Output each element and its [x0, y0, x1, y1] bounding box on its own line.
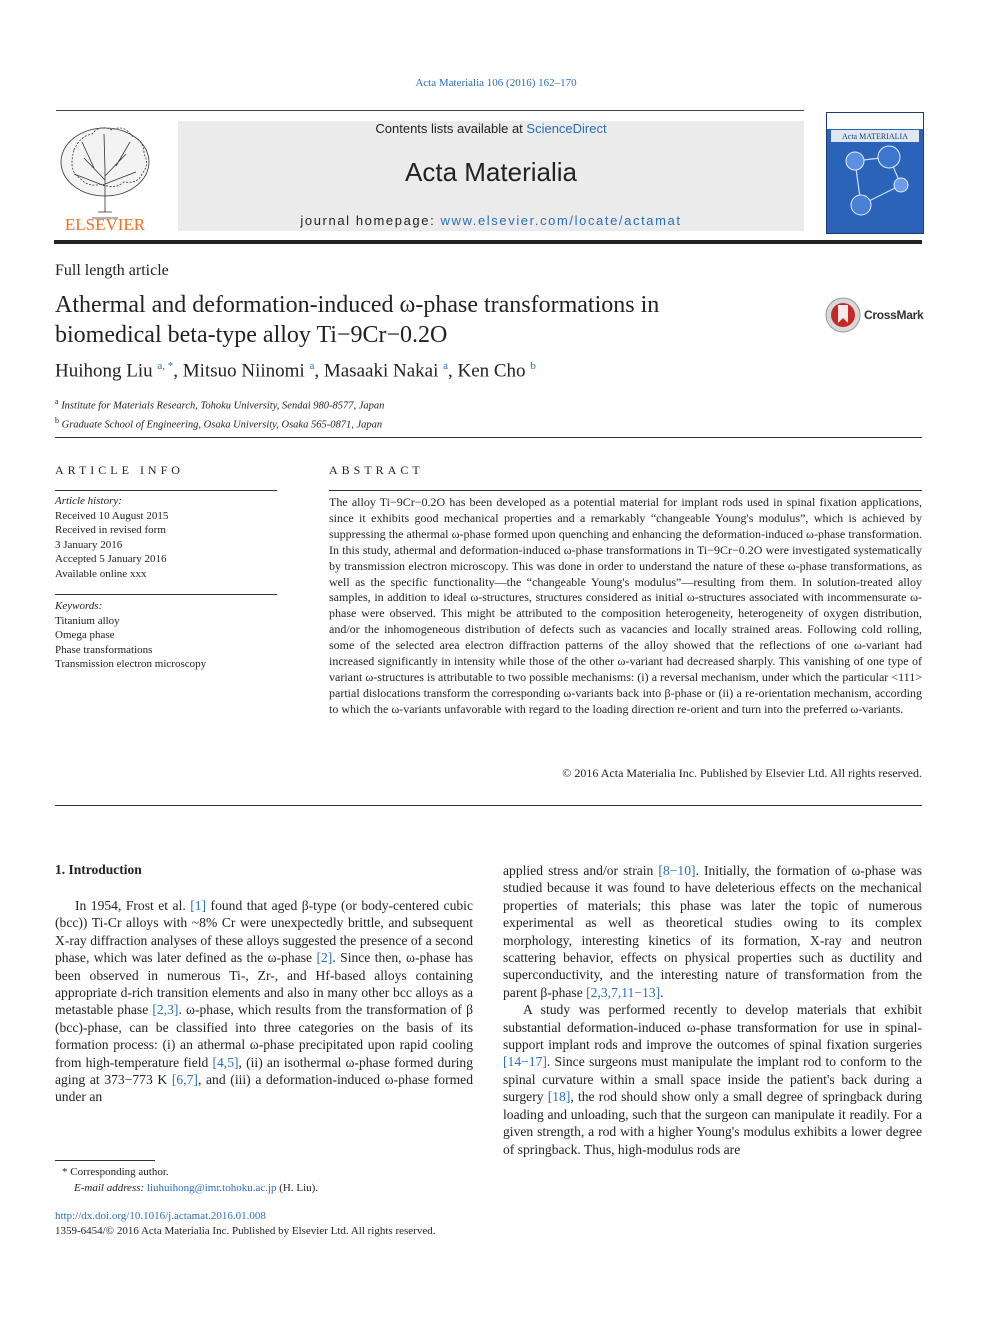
- section-divider: [55, 437, 922, 438]
- citation-link[interactable]: [2,3,7,11−13]: [586, 984, 661, 1000]
- contents-prefix: Contents lists available at: [375, 121, 527, 136]
- author-affiliation-marker[interactable]: a, *: [157, 360, 174, 372]
- citation-link[interactable]: [6,7]: [171, 1072, 198, 1088]
- crossmark-badge[interactable]: [824, 296, 924, 336]
- history-item: Received 10 August 2015: [55, 509, 169, 522]
- article-type: Full length article: [55, 262, 169, 279]
- title-line-1: Athermal and deformation-induced ω-phase transformations in: [55, 292, 660, 318]
- keyword-item: Transmission electron microscopy: [55, 658, 207, 670]
- affiliation-item: $^a$ Institute for Materials Research, Tohoku University, Sendai 980-8577, Japan: [55, 397, 385, 412]
- footnote-divider: [55, 1160, 155, 1161]
- author-affiliation-marker[interactable]: b: [530, 360, 536, 372]
- history-item: 3 January 2016: [55, 538, 123, 551]
- author-name[interactable]: Masaaki Nakai: [323, 360, 439, 382]
- doi-link[interactable]: [55, 1210, 266, 1222]
- intro-paragraph: applied stress and/or strain [8−10]. Initially, the formation of ω-phase was studied because it was found to have deleterious effects on the mechanical properties of materials; this phase was later the topic of numerous experimental as well as theoretical studies owing to its complex morphology, interesting kinetics of its formation, X-ray and neutron scattering behavior, effects on physical properties such as ductility and superconductivity, and the interesting nature of transformation from the parent β-phase [2,3,7,11−13].: [503, 863, 922, 1000]
- intro-paragraph: In 1954, Frost et al. [1] found that aged β-type (or body-centered cubic (bcc)) Ti-Cr alloys with ~8% Cr were unexpectedly brittle, and subsequent X-ray diffraction analyses of these alloys suggested the presence of a second phase, which was later defined as the ω-phase [2]. Since then, ω-phase has been observed in numerous Ti-, Zr-, and Hf-based alloys containing appropriate d-rich transition elements and also in many other bcc alloys as a metastable phase [2,3]. ω-phase, which results from the transformation of β (bcc)-phase, can be classified into three categories on the basis of its formation process: (i) an athermal ω-phase precipitated upon rapid cooling from high-temperature field [4,5], (ii) an isothermal ω-phase formed during aging at 373−773 K [6,7], and (iii) a deformation-induced ω-phase formed under an: [55, 898, 473, 1105]
- citation-link[interactable]: [14−17]: [503, 1054, 547, 1070]
- article-info-heading: ARTICLE INFO: [55, 463, 184, 477]
- affiliation-item: $^b$ Graduate School of Engineering, Osaka University, Osaka 565-0871, Japan: [55, 415, 383, 430]
- corresponding-author-note: * Corresponding author.: [62, 1166, 169, 1178]
- footnote: [62, 1165, 318, 1196]
- cover-illustration: [827, 113, 923, 233]
- elsevier-logo: [54, 120, 156, 234]
- contents-available-line: [178, 121, 804, 137]
- abstract-divider: [329, 490, 922, 491]
- homepage-prefix: journal homepage:: [300, 213, 441, 228]
- journal-name[interactable]: Acta Materialia: [405, 157, 577, 187]
- citation-link[interactable]: [2,3]: [152, 1002, 179, 1018]
- journal-cover-image[interactable]: [826, 112, 924, 234]
- history-item: Accepted 5 January 2016: [55, 553, 167, 565]
- email-line: [62, 1181, 318, 1197]
- keyword-item: Phase transformations: [55, 643, 153, 656]
- email-suffix: (H. Liu).: [276, 1181, 319, 1194]
- journal-citation[interactable]: Acta Materialia 106 (2016) 162–170: [415, 77, 577, 89]
- journal-header-box: [178, 121, 804, 231]
- keyword-item: Titanium alloy: [55, 614, 120, 627]
- email-link[interactable]: liuhuihong@imr.tohoku.ac.jp: [146, 1181, 277, 1194]
- author-list: Huihong Liu $^{a, *}$, Mitsuo Niinomi $^a$, Masaaki Nakai $^a$, Ken Cho $^b$: [55, 360, 536, 382]
- svg-text:Acta MATERIALIA: Acta MATERIALIA: [842, 132, 908, 141]
- abstract-heading: ABSTRACT: [329, 463, 424, 477]
- author-name[interactable]: Mitsuo Niinomi: [182, 360, 305, 382]
- keyword-item: Omega phase: [55, 629, 115, 641]
- body-column-right: [503, 862, 922, 1158]
- abstract-copyright: © 2016 Acta Materialia Inc. Published by Elsevier Ltd. All rights reserved.: [562, 766, 922, 780]
- author-affiliation-marker[interactable]: a: [309, 360, 315, 372]
- intro-paragraph: A study was performed recently to develop materials that exhibit substantial deformation-induced ω-phase transformation for use in spinal-support implant rods and improve the outcomes of spinal fixation surgeries [14−17]. Since surgeons must manipulate the implant rod to conform to the spinal curvature within a small space inside the patient's back during a surgery [18], the rod should show only a small degree of springback during loading and unloading, such that the surgeon can manipulate it readily. For a given strength, a rod with a higher Young's modulus exhibits a lower degree of springback. Thus, high-modulus rods are: [503, 1002, 922, 1157]
- doi-url[interactable]: http://dx.doi.org/10.1016/j.actamat.2016.01.008: [55, 1210, 266, 1222]
- issn-line: 1359-6454/© 2016 Acta Materialia Inc. Published by Elsevier Ltd. All rights reserved.: [55, 1225, 436, 1237]
- citation-link[interactable]: [2]: [316, 950, 333, 966]
- section-divider: [55, 805, 922, 806]
- header-thick-rule: [54, 240, 922, 244]
- sciencedirect-link[interactable]: ScienceDirect: [526, 121, 607, 136]
- journal-homepage-link[interactable]: www.elsevier.com/locate/actamat: [440, 213, 682, 228]
- crossmark-label: CrossMark: [864, 308, 924, 322]
- affiliations: [55, 395, 384, 432]
- header-divider: [56, 110, 804, 111]
- svg-text:ELSEVIER: ELSEVIER: [64, 215, 146, 234]
- author-name[interactable]: Huihong Liu: [55, 360, 153, 382]
- introduction-heading: 1. Introduction: [55, 862, 142, 877]
- keywords: [55, 599, 206, 672]
- info-divider: [55, 490, 277, 491]
- info-divider: [55, 594, 277, 595]
- author-affiliation-marker[interactable]: a: [443, 360, 448, 372]
- title-line-2: biomedical beta-type alloy Ti−9Cr−0.2O: [55, 322, 448, 348]
- history-label: Article history:: [55, 495, 122, 507]
- author-name[interactable]: Ken Cho: [457, 360, 526, 382]
- history-item: Received in revised form: [55, 524, 166, 536]
- citation-link[interactable]: [18]: [547, 1089, 571, 1105]
- citation-link[interactable]: [8−10]: [658, 863, 696, 878]
- body-column-left: [55, 897, 473, 1106]
- citation-link[interactable]: [1]: [190, 898, 207, 913]
- article-title: [55, 290, 775, 350]
- elsevier-tree-icon: [54, 120, 156, 234]
- article-history: [55, 494, 168, 581]
- email-label: E-mail address:: [74, 1181, 147, 1194]
- abstract-text: The alloy Ti−9Cr−0.2O has been developed as a potential material for implant rods used in spinal fixation applications, since it exhibits good mechanical properties and a remarkably “changeable Young's modulus”, which is achieved by suppressing the athermal ω-phase formed upon quenching and enhancing the deformation-induced ω-phase transformation. In this study, athermal and deformation-induced ω-phase transformations in Ti−9Cr−0.2O were investigated systematically by transmission electron microscopy. This was done in order to understand the nature of these ω-phase transformations, as well as the specific functionality—the “changeable Young's modulus”—resulting from them. In solution-treated alloy samples, in addition to ideal ω-structures, structures considered as initial ω-structures associated with incommensurate ω-phase were observed. This might be attributed to the composition heterogeneity, heterogeneity of oxygen distribution, and/or the inhomogeneous distribution of defects such as vacancies and locally strained areas. Following cold rolling, some of the selected area electron diffraction patterns of the alloy showed that the reflections of one ω-variant had increased significantly in intensity while those of the other ω-variant had decreased sharply. This vanishing of one type of variant ω-structures is attributable to two possible mechanisms: (i) a reversal mechanism, under which the particular <111> partial dislocations transform the corresponding ω-variants back into β-phase or (ii) a re-orientation mechanism, according to which the ω-variants unfavorable with regard to the loading direction re-orient and turn into the preferred ω-variants.: [329, 495, 922, 716]
- journal-homepage-line: [178, 213, 804, 228]
- citation-link[interactable]: [4,5]: [212, 1054, 239, 1070]
- keywords-label: Keywords:: [55, 600, 103, 612]
- history-item: Available online xxx: [55, 567, 147, 580]
